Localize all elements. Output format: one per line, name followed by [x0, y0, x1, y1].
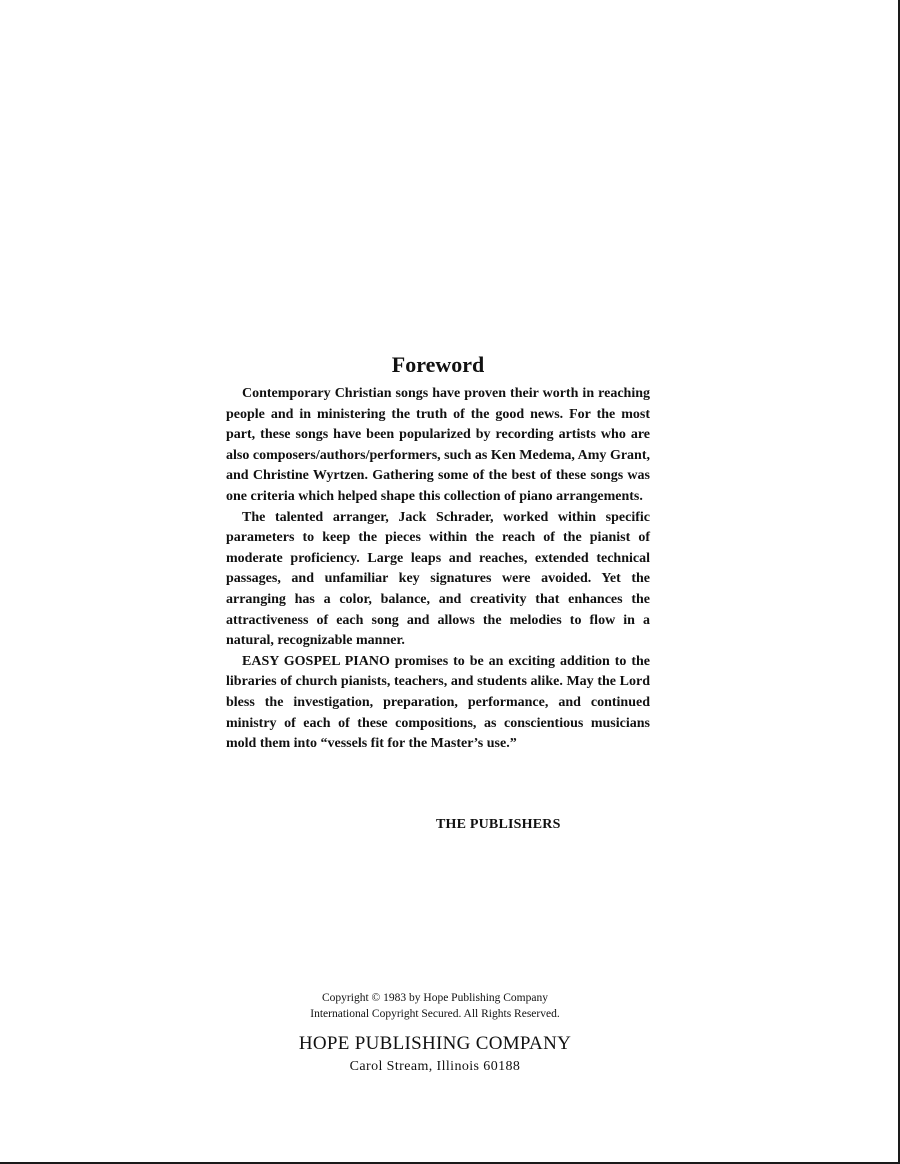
copyright-notice: Copyright © 1983 by Hope Publishing Company — [322, 992, 548, 1004]
publisher-address: Carol Stream, Illinois 60188 — [349, 1059, 521, 1074]
foreword-paragraph-3: EASY GOSPEL PIANO promises to be an exciting addition to the libraries of church pianists, teachers, and students alike. May the Lord bless the investigation, preparation, performance, and continued ministry of each of these compositions, as conscientious musicians mold them into “vessels fit for the Master’s use.” — [226, 653, 650, 752]
foreword-paragraph-1: Contemporary Christian songs have proven their worth in reaching people and in ministering the truth of the good news. For the most part, these songs have been popularized by recording artists who are also composers/authors/performers, such as Ken Medema, Amy Grant, and Christine Wyrtzen. Gathering some of the best of these songs was one criteria which helped shape this collection of piano arrangements. — [226, 386, 650, 504]
foreword-title: Foreword — [391, 352, 485, 377]
foreword-section — [226, 350, 650, 755]
foreword-paragraph-2: The talented arranger, Jack Schrader, worked within specific parameters to keep the pieces within the reach of the pianist of moderate proficiency. Large leaps and reaches, extended technical passages, and unfamiliar key signatures were avoided. Yet the arranging has a color, balance, and creativity that enhances the attractiveness of each song and allows the melodies to flow in a natural, recognizable manner. — [226, 509, 650, 649]
publisher-name: HOPE PUBLISHING COMPANY — [298, 1033, 572, 1054]
publisher-imprint — [230, 990, 640, 1076]
rights-notice: International Copyright Secured. All Rights Reserved. — [310, 1008, 560, 1020]
foreword-signature: THE PUBLISHERS — [436, 817, 561, 832]
